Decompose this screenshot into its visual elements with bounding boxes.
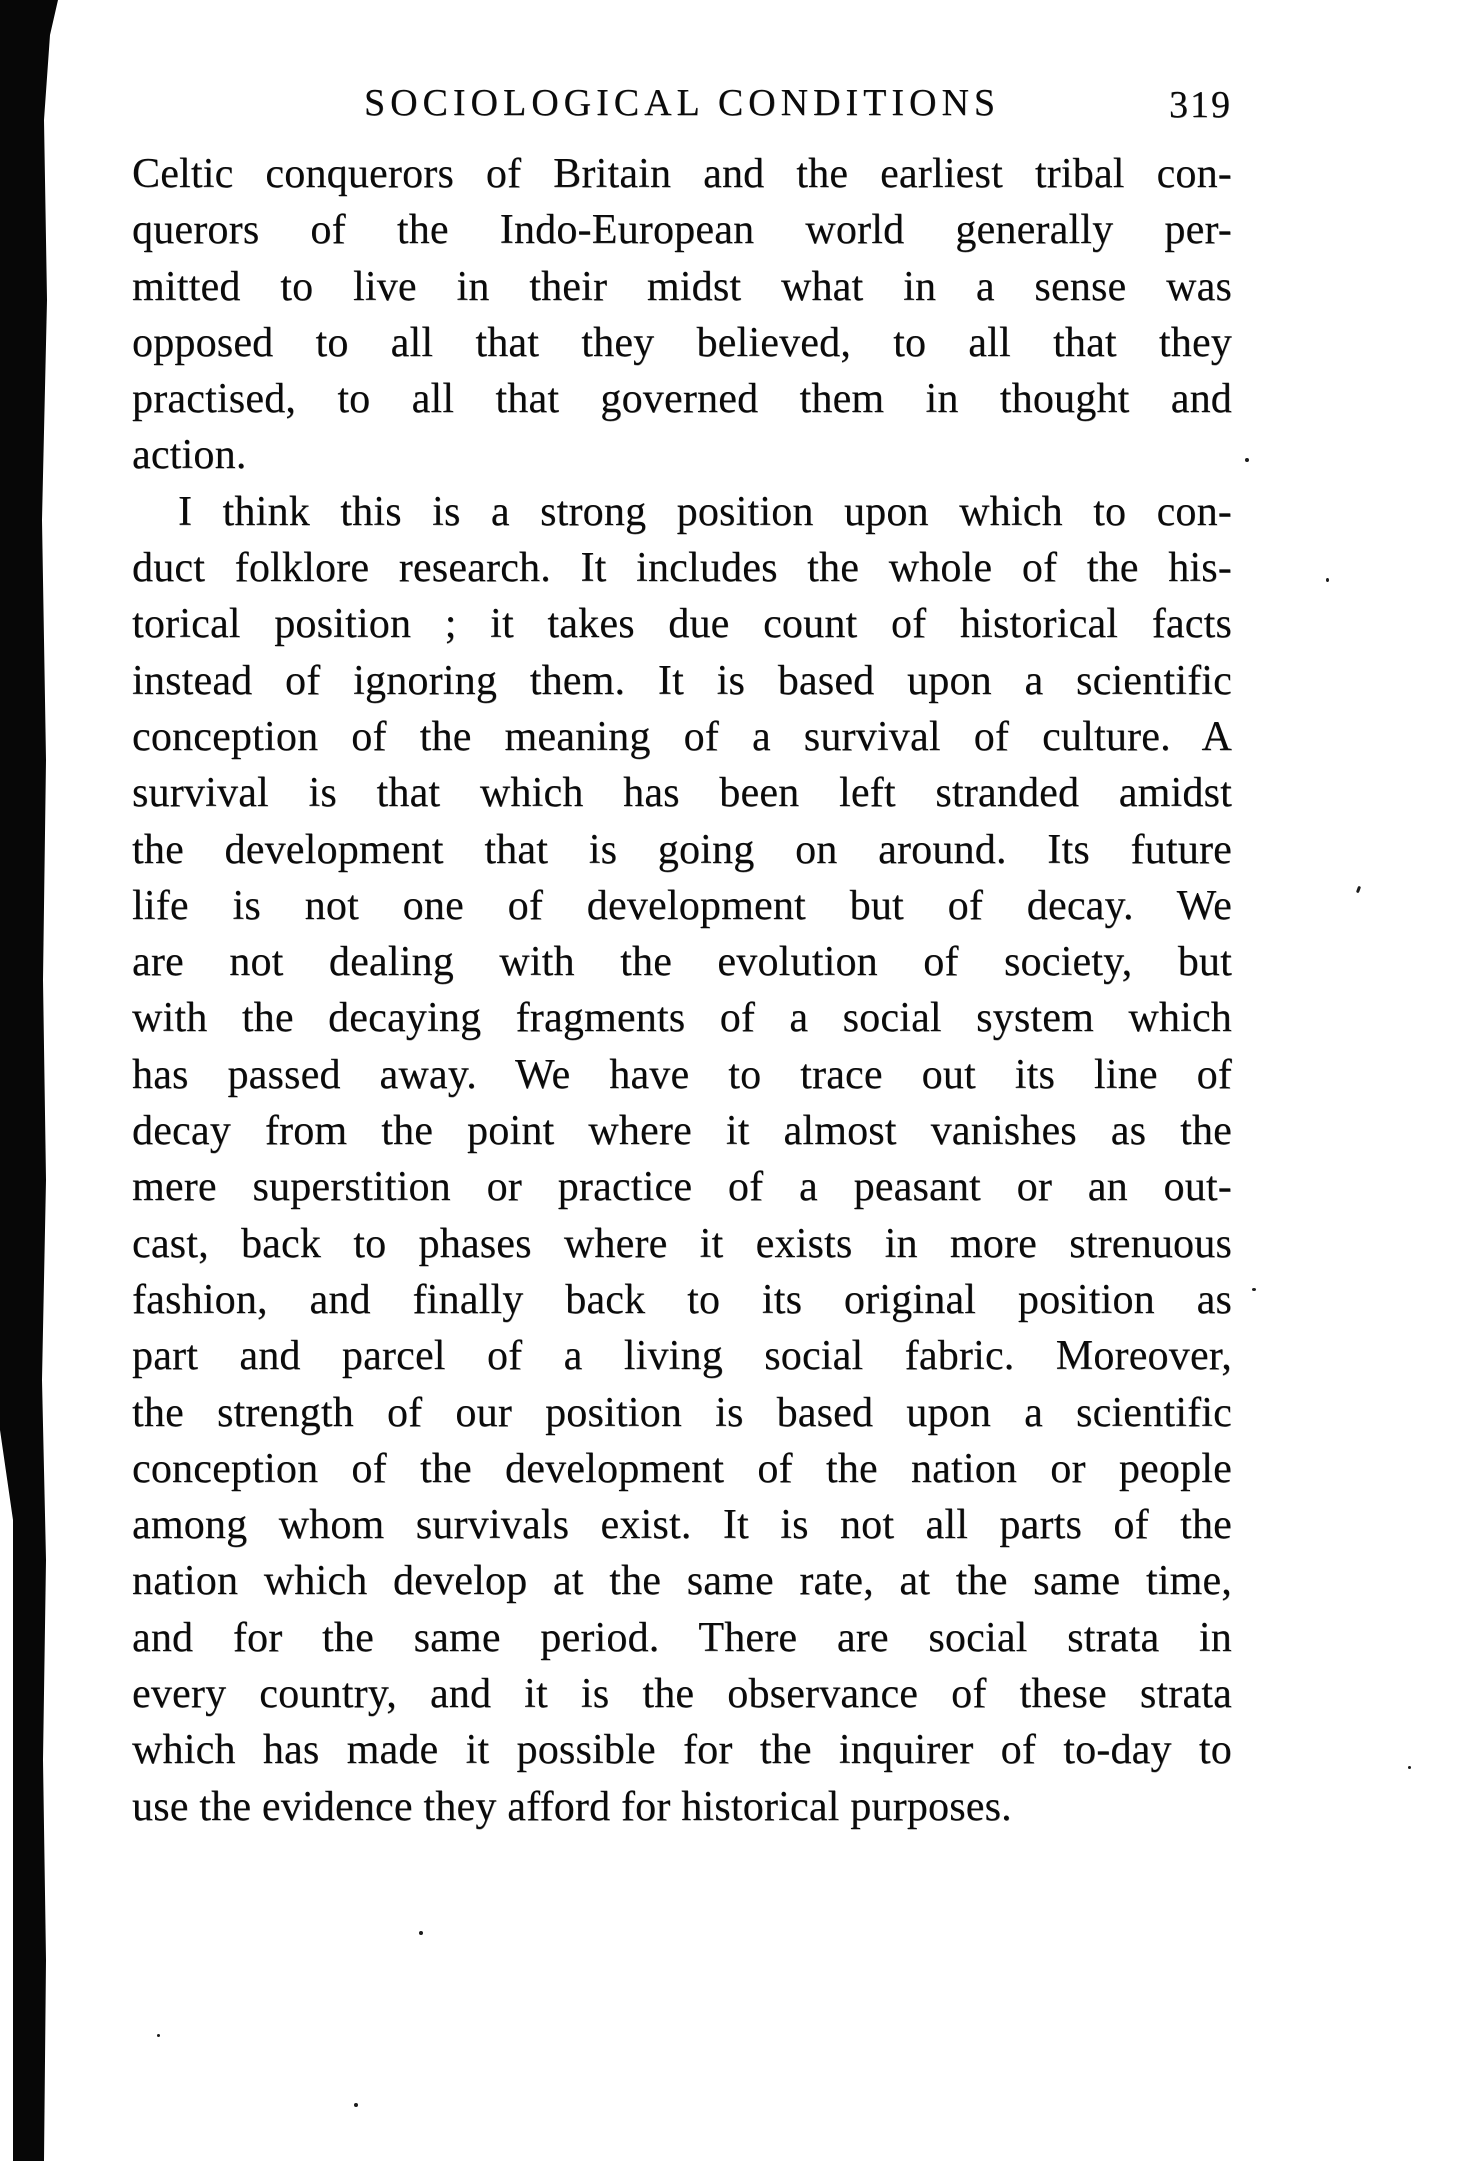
- text-line: every country, and it is the observance of these strata: [132, 1671, 1232, 1718]
- text-line: decay from the point where it almost vanishes as the: [132, 1108, 1232, 1155]
- text-line: the development that is going on around. Its future: [132, 826, 1232, 873]
- scan-speck: [419, 1931, 423, 1935]
- text-line: part and parcel of a living social fabric. Moreover,: [132, 1333, 1232, 1380]
- text-line: practised, to all that governed them in thought and: [132, 376, 1232, 423]
- text-line: I think this is a strong position upon which to con-: [178, 488, 1232, 535]
- page-header: [132, 80, 1232, 126]
- scan-speck: [1252, 1288, 1256, 1291]
- text-line: use the evidence they afford for historical purposes.: [132, 1783, 1012, 1830]
- text-line: torical position ; it takes due count of historical facts: [132, 601, 1232, 648]
- text-line: among whom survivals exist. It is not all parts of the: [132, 1502, 1232, 1549]
- text-line: instead of ignoring them. It is based upon a scientific: [132, 657, 1232, 704]
- running-title: SOCIOLOGICAL CONDITIONS: [363, 82, 1001, 124]
- text-line: querors of the Indo-European world generally per-: [132, 207, 1232, 254]
- body-text: [132, 146, 1232, 1835]
- scan-speck: [354, 2103, 358, 2107]
- text-line: fashion, and finally back to its original position as: [132, 1276, 1232, 1323]
- text-line: opposed to all that they believed, to all that they: [132, 319, 1232, 366]
- text-line: conception of the meaning of a survival of culture. A: [132, 713, 1232, 760]
- page-content: [132, 80, 1232, 1835]
- text-line: duct folklore research. It includes the whole of the his-: [132, 545, 1232, 592]
- text-line: cast, back to phases where it exists in more strenuous: [132, 1220, 1232, 1267]
- page-number: 319: [1169, 84, 1232, 126]
- text-line: nation which develop at the same rate, at the same time,: [132, 1558, 1232, 1605]
- text-line: mere superstition or practice of a peasant or an out-: [132, 1164, 1232, 1211]
- scan-speck: [1408, 1766, 1411, 1769]
- text-line: are not dealing with the evolution of society, but: [132, 939, 1232, 986]
- text-line: which has made it possible for the inquirer of to-day to: [132, 1727, 1232, 1774]
- text-line: mitted to live in their midst what in a sense was: [132, 263, 1232, 310]
- text-line: has passed away. We have to trace out its line of: [132, 1051, 1232, 1098]
- text-line: with the decaying fragments of a social system which: [132, 995, 1232, 1042]
- text-line: conception of the development of the nation or people: [132, 1445, 1232, 1492]
- text-line: survival is that which has been left stranded amidst: [132, 770, 1232, 817]
- scan-speck: [1356, 886, 1361, 894]
- text-line: Celtic conquerors of Britain and the earliest tribal con-: [132, 151, 1232, 197]
- text-line: life is not one of development but of decay. We: [132, 882, 1232, 929]
- scan-speck: [157, 2034, 160, 2037]
- scan-speck: [1245, 458, 1249, 462]
- scan-speck: [1326, 578, 1329, 582]
- text-line: and for the same period. There are social strata in: [132, 1614, 1232, 1661]
- text-line: the strength of our position is based upon a scientific: [132, 1389, 1232, 1436]
- binding-edge: [0, 0, 62, 2161]
- text-line: action.: [132, 432, 247, 479]
